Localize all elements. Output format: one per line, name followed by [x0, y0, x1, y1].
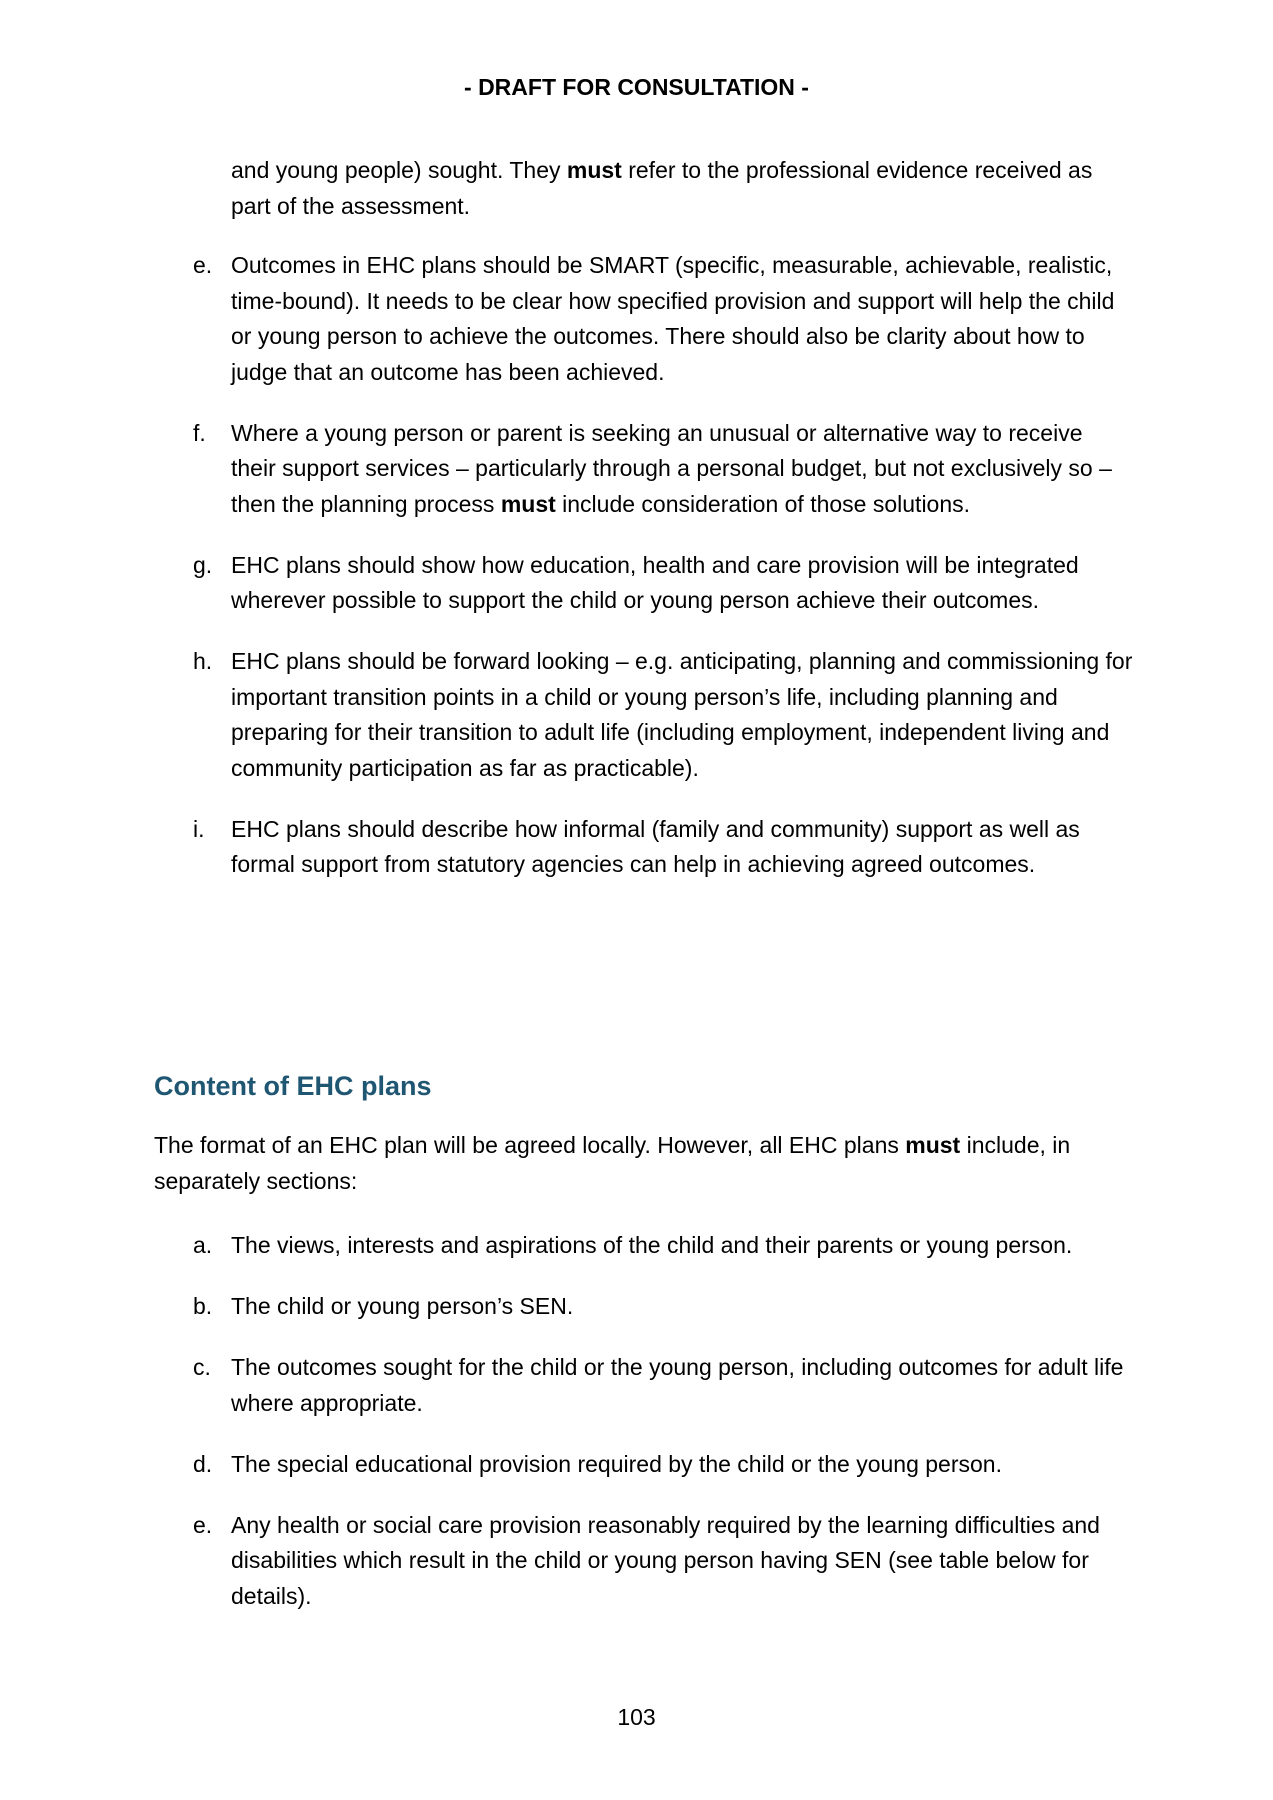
list-marker: d. — [193, 1450, 213, 1477]
page-number: 103 — [617, 1704, 656, 1730]
list-item — [193, 644, 1133, 786]
list-item-text: EHC plans should show how education, health and care provision will be integrated wherever possible to support the child or young person achieve their outcomes. — [231, 551, 1079, 613]
list-marker: a. — [193, 1232, 213, 1258]
list-marker: g. — [193, 551, 213, 578]
list-marker: e. — [193, 1511, 213, 1538]
section-intro — [154, 1128, 1104, 1199]
emphasis-must: must — [905, 1132, 961, 1158]
content-requirements-list — [193, 1228, 1133, 1640]
list-item — [193, 1228, 1133, 1264]
list-item-text: Any health or social care provision reasonably required by the learning difficulties and disabilities which result in the child or young person having SEN (see table below for details). — [231, 1511, 1100, 1609]
list-item — [193, 812, 1133, 883]
list-marker: h. — [193, 648, 213, 674]
list-item-text: The child or young person’s SEN. — [231, 1293, 574, 1319]
section-heading: Content of EHC plans — [154, 1071, 432, 1101]
list-item-text: The views, interests and aspirations of the child and their parents or young person. — [231, 1232, 1073, 1258]
list-item-text: Outcomes in EHC plans should be SMART (specific, measurable, achievable, realistic, time-bound). It needs to be clear how specified provision and support will help the child or young person to achieve the outcomes. There should also be clarity about how to judge that an outcome has been achieved. — [231, 252, 1115, 385]
list-item-text: Where a young person or parent is seeking an unusual or alternative way to receive their support services – particularly through a personal budget, but not exclusively so – then the planning process — [231, 419, 1112, 517]
draft-header: - DRAFT FOR CONSULTATION - — [464, 74, 809, 100]
continuation-text: and young people) sought. They — [231, 157, 567, 183]
intro-text: The format of an EHC plan will be agreed locally. However, all EHC plans — [154, 1132, 906, 1158]
list-item-text-end: include consideration of those solutions. — [555, 490, 971, 517]
list-item-text: EHC plans should be forward looking – e.g. anticipating, planning and commissioning for important transition points in a child or young person’s life, including planning and preparing for their transition to adult life (including employment, independent living and community participation as far as practicable). — [231, 648, 1133, 781]
recommendations-list — [193, 248, 1133, 908]
emphasis-must: must — [500, 490, 556, 517]
list-item — [193, 416, 1133, 523]
emphasis-must: must — [566, 157, 622, 183]
list-item — [193, 1508, 1133, 1615]
list-item-text: The special educational provision required by the child or the young person. — [231, 1450, 1002, 1477]
list-item — [193, 548, 1133, 619]
list-marker: c. — [193, 1354, 211, 1380]
list-marker: i. — [193, 815, 205, 842]
list-item — [193, 1289, 1133, 1325]
list-item — [193, 248, 1133, 390]
continuation-text-end: refer to the professional evidence received as part of the assessment. — [231, 157, 1093, 219]
list-marker: b. — [193, 1293, 213, 1319]
list-marker: e. — [193, 252, 213, 278]
list-item — [193, 1447, 1133, 1483]
list-item-text: The outcomes sought for the child or the young person, including outcomes for adult life where appropriate. — [231, 1354, 1124, 1416]
intro-text-end: include, in separately sections: — [154, 1132, 1071, 1194]
list-item-text: EHC plans should describe how informal (family and community) support as well as formal support from statutory agencies can help in achieving agreed outcomes. — [231, 815, 1080, 877]
list-item — [193, 1350, 1133, 1421]
continuation-paragraph — [231, 153, 1131, 224]
list-marker: f. — [193, 419, 206, 446]
